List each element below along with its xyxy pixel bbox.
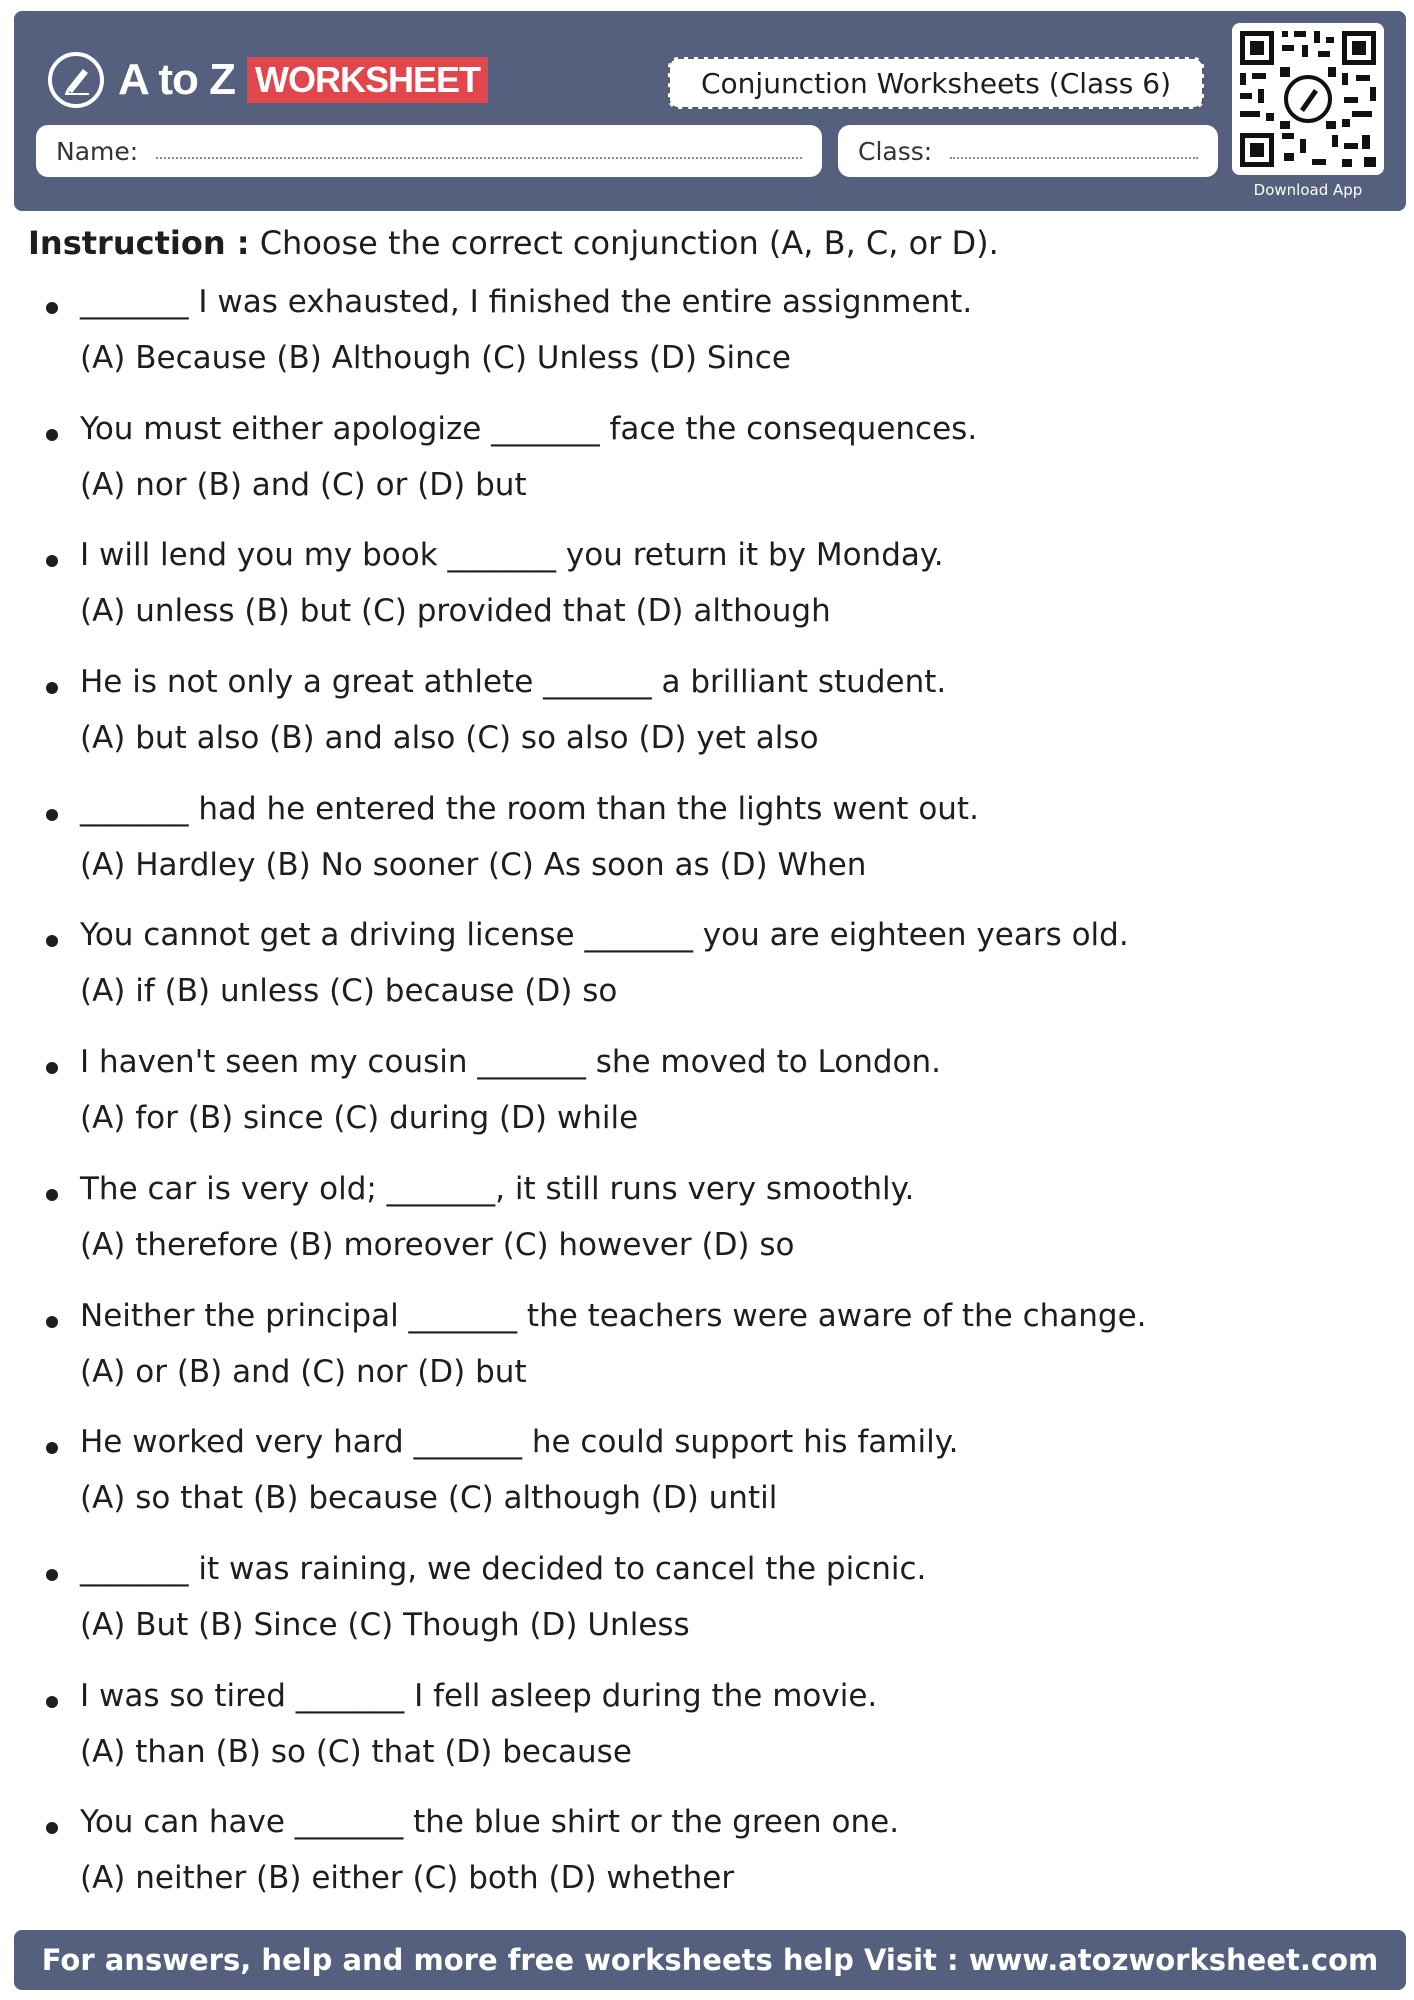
- question-text: I was so tired _______ I fell asleep during the movie.: [80, 1677, 878, 1714]
- bullet-icon: [46, 682, 58, 694]
- question-text: You must either apologize _______ face the consequences.: [80, 410, 978, 447]
- question-text: The car is very old; _______, it still runs very smoothly.: [80, 1170, 915, 1207]
- answer-options: (A) than (B) so (C) that (D) because: [80, 1733, 632, 1770]
- download-app-label[interactable]: Download App: [1253, 181, 1363, 199]
- question-text: I will lend you my book _______ you return it by Monday.: [80, 537, 944, 574]
- name-line: [156, 155, 802, 159]
- answer-options: (A) Because (B) Although (C) Unless (D) Since: [80, 340, 791, 376]
- worksheet-header: [14, 11, 1406, 211]
- answer-options: (A) unless (B) but (C) provided that (D) although: [80, 593, 831, 630]
- pen-circle-icon: [48, 52, 104, 108]
- bullet-icon: [46, 935, 58, 947]
- question-item: [0, 1678, 1414, 1805]
- bullet-icon: [46, 1696, 58, 1708]
- question-item: [0, 1044, 1414, 1171]
- bullet-icon: [46, 1442, 58, 1454]
- question-item: [0, 1804, 1414, 1931]
- footer-banner[interactable]: For answers, help and more free worksheets help Visit : www.atozworksheet.com: [14, 1930, 1406, 1990]
- class-label: Class:: [858, 136, 933, 166]
- question-item: [0, 1298, 1414, 1425]
- question-text: You cannot get a driving license _______ you are eighteen years old.: [80, 917, 1129, 954]
- answer-options: (A) Hardley (B) No sooner (C) As soon as (D) When: [80, 846, 867, 883]
- question-item: [0, 1171, 1414, 1298]
- class-line: [950, 155, 1198, 159]
- bullet-icon: [46, 555, 58, 567]
- answer-options: (A) for (B) since (C) during (D) while: [80, 1100, 639, 1137]
- logo-text: A to Z: [118, 55, 235, 104]
- question-text: I haven't seen my cousin _______ she moved to London.: [80, 1044, 942, 1081]
- bullet-icon: [46, 1062, 58, 1074]
- bullet-icon: [46, 1316, 58, 1328]
- answer-options: (A) if (B) unless (C) because (D) so: [80, 973, 618, 1010]
- question-text: _______ it was raining, we decided to cancel the picnic.: [80, 1550, 927, 1587]
- question-text: Neither the principal _______ the teachers were aware of the change.: [80, 1297, 1147, 1334]
- question-text: He is not only a great athlete _______ a brilliant student.: [80, 664, 947, 701]
- question-item: [0, 284, 1414, 411]
- bullet-icon: [46, 809, 58, 821]
- question-item: [0, 537, 1414, 664]
- question-text: _______ had he entered the room than the lights went out.: [80, 790, 979, 827]
- answer-options: (A) but also (B) and also (C) so also (D) yet also: [80, 720, 819, 757]
- name-field[interactable]: [36, 125, 822, 177]
- bullet-icon: [46, 1189, 58, 1201]
- bullet-icon: [46, 302, 58, 314]
- question-text: You can have _______ the blue shirt or the green one.: [80, 1804, 900, 1841]
- question-item: [0, 791, 1414, 918]
- question-item: [0, 411, 1414, 538]
- question-text: _______ I was exhausted, I finished the entire assignment.: [80, 284, 973, 320]
- answer-options: (A) so that (B) because (C) although (D) until: [80, 1480, 778, 1517]
- name-label: Name:: [56, 136, 139, 166]
- logo-badge: WORKSHEET: [247, 57, 488, 103]
- instruction-label: Instruction :: [28, 224, 250, 262]
- worksheet-title: Conjunction Worksheets (Class 6): [668, 57, 1204, 109]
- answer-options: (A) therefore (B) moreover (C) however (D) so: [80, 1226, 795, 1263]
- question-item: [0, 664, 1414, 791]
- bullet-icon: [46, 1822, 58, 1834]
- question-text: He worked very hard _______ he could support his family.: [80, 1424, 959, 1461]
- site-logo[interactable]: [48, 45, 488, 115]
- instruction: [28, 224, 999, 262]
- question-list: [0, 284, 1414, 1931]
- answer-options: (A) nor (B) and (C) or (D) but: [80, 466, 527, 503]
- instruction-text: Choose the correct conjunction (A, B, C, or D).: [259, 224, 999, 262]
- answer-options: (A) or (B) and (C) nor (D) but: [80, 1353, 527, 1390]
- answer-options: (A) neither (B) either (C) both (D) whether: [80, 1860, 735, 1897]
- answer-options: (A) But (B) Since (C) Though (D) Unless: [80, 1606, 690, 1643]
- bullet-icon: [46, 429, 58, 441]
- question-item: [0, 917, 1414, 1044]
- question-item: [0, 1424, 1414, 1551]
- question-item: [0, 1551, 1414, 1678]
- class-field[interactable]: [838, 125, 1218, 177]
- qr-code-icon[interactable]: [1232, 23, 1384, 175]
- bullet-icon: [46, 1569, 58, 1581]
